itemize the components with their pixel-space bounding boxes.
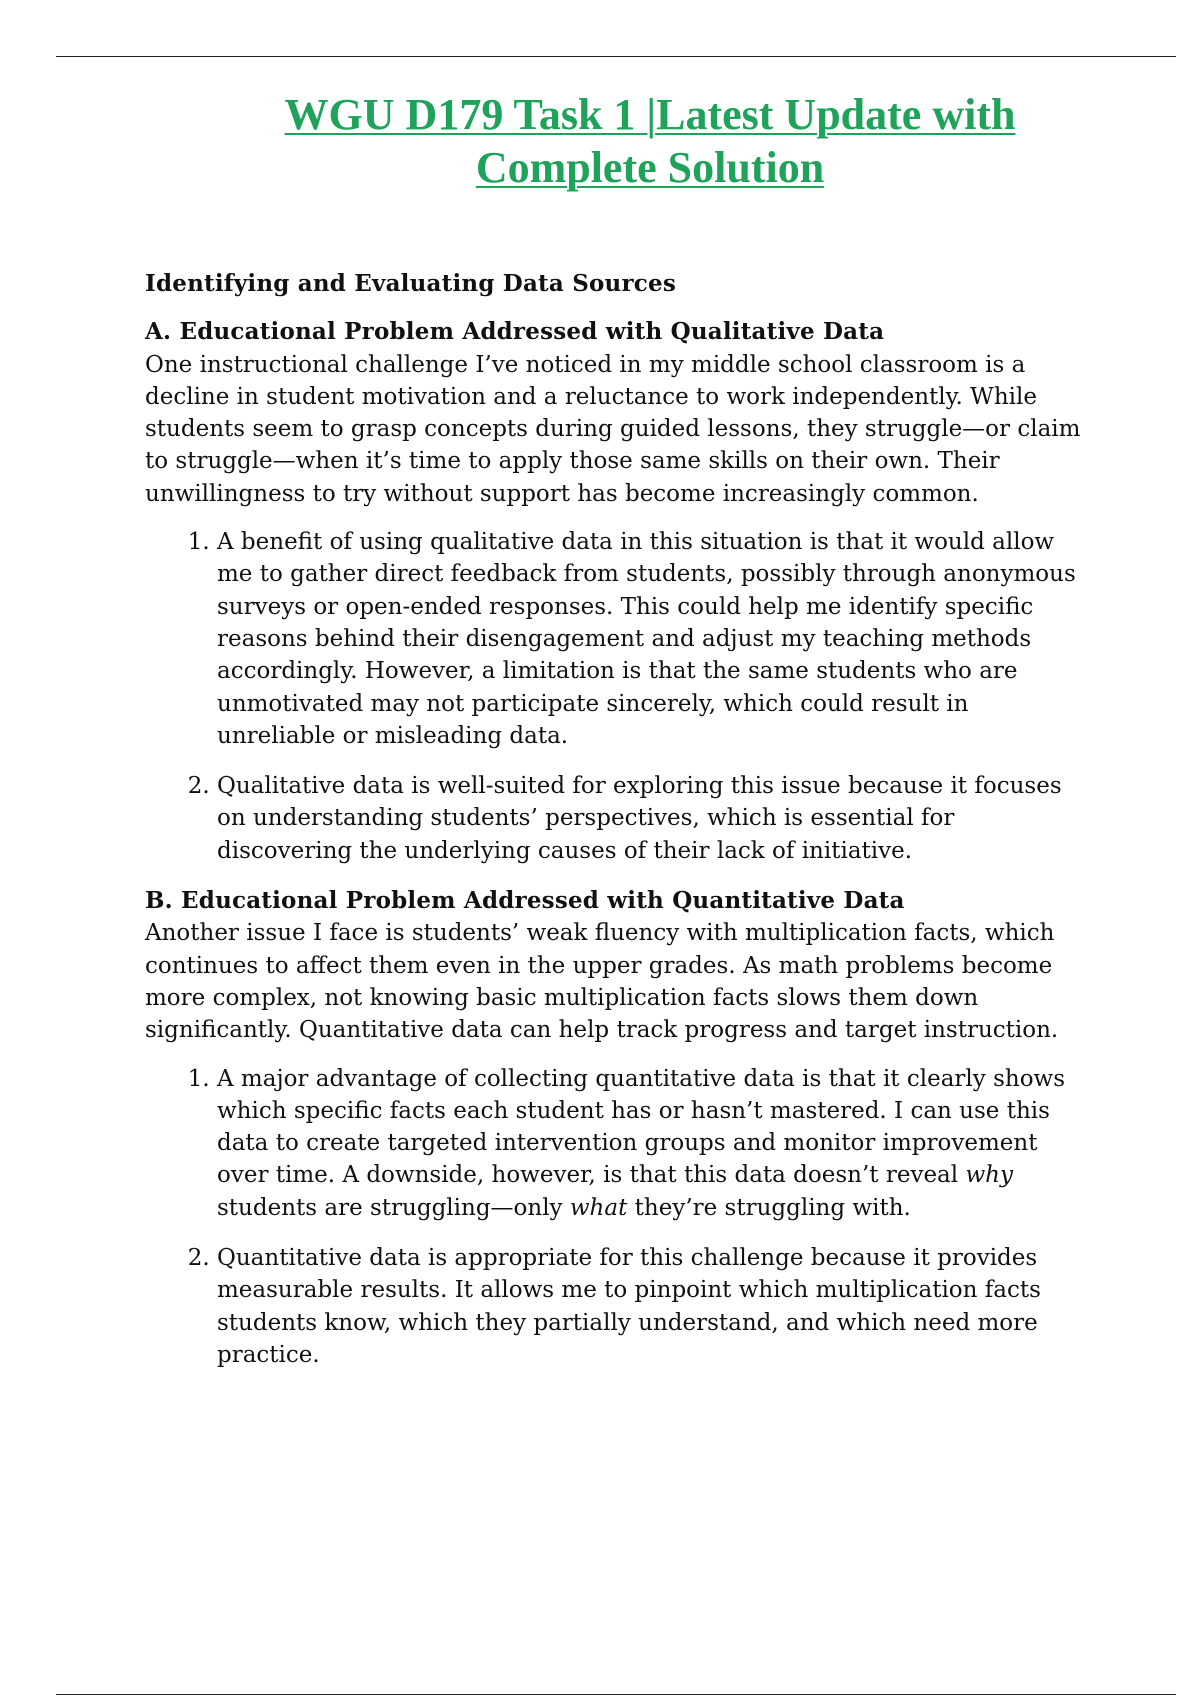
section-a-heading: A. Educational Problem Addressed with Qualitative Data bbox=[145, 318, 885, 346]
title-line-2: Complete Solution bbox=[475, 143, 825, 192]
top-divider bbox=[56, 56, 1176, 57]
section-b-item-1 bbox=[217, 1063, 1085, 1224]
item-1-text-a: A major advantage of collecting quantitative data is that it clearly shows which specific facts each student has or hasn’t mastered. I can use this data to create targeted intervention groups and monitor improvement over time. A downside, however, is that this data doesn’t reveal bbox=[217, 1065, 1066, 1189]
section-b-item-2: 2. Quantitative data is appropriate for this challenge because it provides measurable results. It allows me to pinpoint which multiplication facts students know, which they partially understand, and which need more practice. bbox=[217, 1242, 1085, 1371]
item-1-emphasis-why: why bbox=[965, 1162, 1013, 1189]
section-a-intro: One instructional challenge I’ve noticed in my middle school classroom is a decline in student motivation and a reluctance to work independently. While students seem to grasp concepts during guided lessons, they struggle—or claim to struggle—when it’s time to apply those same skills on their own. Their unwillingness to try without support has become increasingly common. bbox=[145, 351, 1081, 507]
item-1-emphasis-what: what bbox=[569, 1194, 628, 1221]
title-line-1: WGU D179 Task 1 |Latest Update with bbox=[284, 90, 1016, 139]
section-a-item-2: 2. Qualitative data is well-suited for exploring this issue because it focuses on understanding students’ perspectives, which is essential for discovering the underlying causes of their lack of initiative. bbox=[217, 770, 1085, 867]
section-b-intro: Another issue I face is students’ weak fluency with multiplication facts, which continues to affect them even in the upper grades. As math problems become more complex, not knowing basic multiplication facts slows them down significantly. Quantitative data can help track progress and target instruction. bbox=[145, 920, 1059, 1044]
bottom-divider bbox=[56, 1694, 1176, 1695]
section-a-item-1: 1. A benefit of using qualitative data in this situation is that it would allow me to gather direct feedback from students, possibly through anonymous surveys or open-ended responses. This could help me identify specific reasons behind their disengagement and adjust my teaching methods accordingly. However, a limitation is that the same students who are unmotivated may not participate sincerely, which could result in unreliable or misleading data. bbox=[217, 526, 1085, 752]
section-heading-main: Identifying and Evaluating Data Sources bbox=[145, 270, 676, 297]
section-b-list bbox=[145, 1063, 1085, 1372]
section-a-list bbox=[145, 526, 1085, 867]
item-1-text-c: they’re struggling with. bbox=[627, 1194, 911, 1221]
section-b-heading: B. Educational Problem Addressed with Quantitative Data bbox=[145, 887, 905, 915]
document-body bbox=[145, 268, 1085, 1389]
document-title bbox=[140, 88, 1160, 194]
item-1-text-b: students are struggling—only bbox=[217, 1194, 570, 1221]
